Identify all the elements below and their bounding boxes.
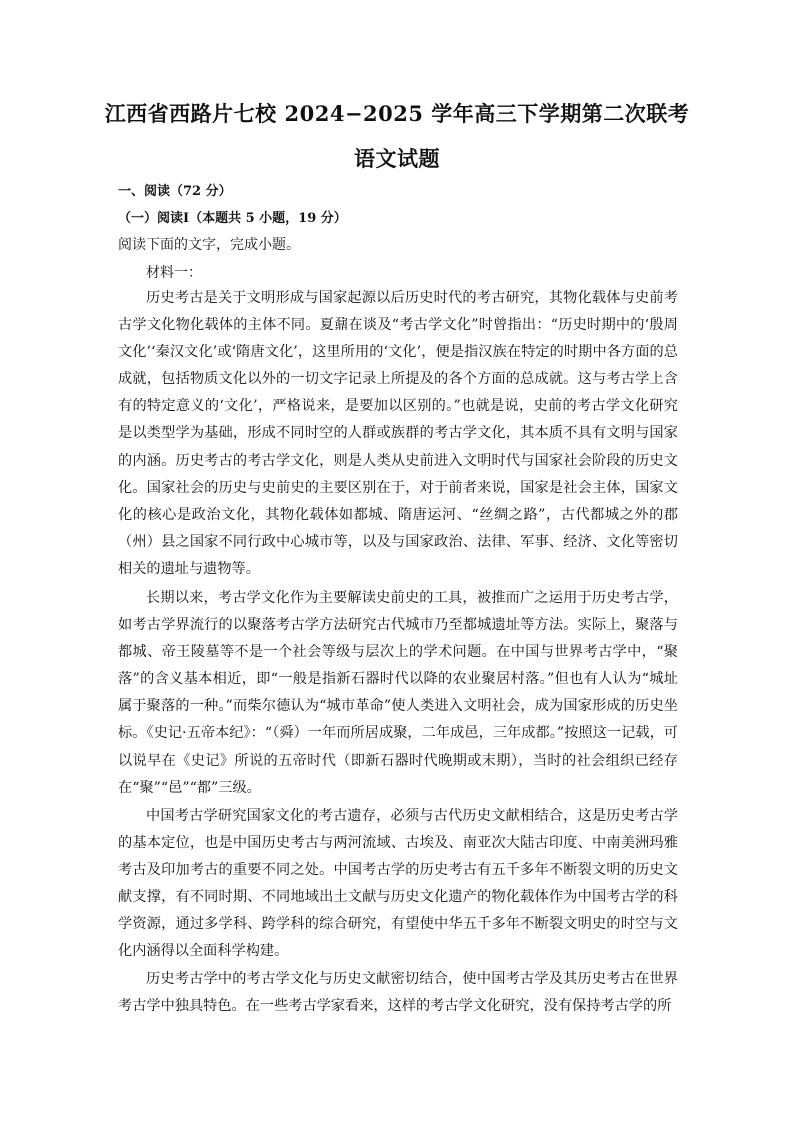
instruction-text: 阅读下面的文字，完成小题。	[118, 237, 300, 253]
paragraph-4: 历史考古学中的考古学文化与历史文献密切结合，使中国考古学及其历史考古在世界考古学中独具特色。在一些考古学家看来，这样的考古学文化研究，没有保持考古学的所	[118, 971, 678, 1015]
paragraph-3: 中国考古学研究国家文化的考古遗存，必须与古代历史文献相结合，这是历史考古学的基本定位，也是中国历史考古与两河流域、古埃及、南亚次大陆古印度、中南美洲玛雅考古及印加考古的重要不同之处。中国考古学的历史考古有五千多年不断裂文明的历史文献支撑，有不同时期、不同地域出土文献与历史文化遗产的物化载体作为中国考古学的科学资源，通过多学科、跨学科的综合研究，有望使中华五千多年不断裂文明史的时空与文化内涵得以全面科学构建。	[118, 808, 678, 960]
section-heading-reading: 一、阅读（72 分）	[118, 184, 232, 199]
document-title: 江西省西路片七校 2024−2025 学年高三下学期第二次联考	[104, 101, 690, 126]
material-label: 材料一：	[146, 265, 202, 281]
document-subtitle: 语文试题	[354, 146, 440, 171]
subsection-heading-reading-1: （一）阅读Ⅰ（本题共 5 小题，19 分）	[118, 211, 347, 226]
paragraph-1: 历史考古是关于文明形成与国家起源以后历史时代的考古研究，其物化载体与史前考古学文化物化载体的主体不同。夏鼐在谈及“考古学文化”时曾指出：“历史时期中的‘殷周文化’‘秦汉文化’或‘隋唐文化’，这里所用的‘文化’，便是指汉族在特定的时期中各方面的总成就，包括物质文化以外的一切文字记录上所提及的各个方面的总成就。这与考古学上含有的特定意义的‘文化’，严格说来，是要加以区别的。”也就是说，史前的考古学文化研究是以类型学为基础，形成不同时空的人群或族群的考古学文化，其本质不具有文明与国家的内涵。历史考古的考古学文化，则是人类从史前进入文明时代与国家社会阶段的历史文化。国家社会的历史与史前史的主要区别在于，对于前者来说，国家是社会主体，国家文化的核心是政治文化，其物化载体如都城、隋唐运河、“丝绸之路”，古代都城之外的郡（州）县之国家不同行政中心城市等，以及与国家政治、法律、军事、经济、文化等密切相关的遗址与遗物等。	[118, 290, 678, 577]
paragraph-2: 长期以来，考古学文化作为主要解读史前史的工具，被推而广之运用于历史考古学，如考古学界流行的以聚落考古学方法研究古代城市乃至都城遗址等方法。实际上，聚落与都城、帝王陵墓等不是一个社会等级与层次上的学术问题。在中国与世界考古学中，“聚落”的含义基本相近，即“一般是指新石器时代以降的农业聚居村落。”但也有人认为“城址属于聚落的一种。”而柴尔德认为“城市革命”使人类进入文明社会，成为国家形成的历史坐标。《史记·五帝本纪》：“（舜）一年而所居成聚，二年成邑，三年成都。”按照这一记载，可以说早在《史记》所说的五帝时代（即新石器时代晚期或末期），当时的社会组织已经存在“聚”“邑”“都”三级。	[118, 590, 678, 796]
